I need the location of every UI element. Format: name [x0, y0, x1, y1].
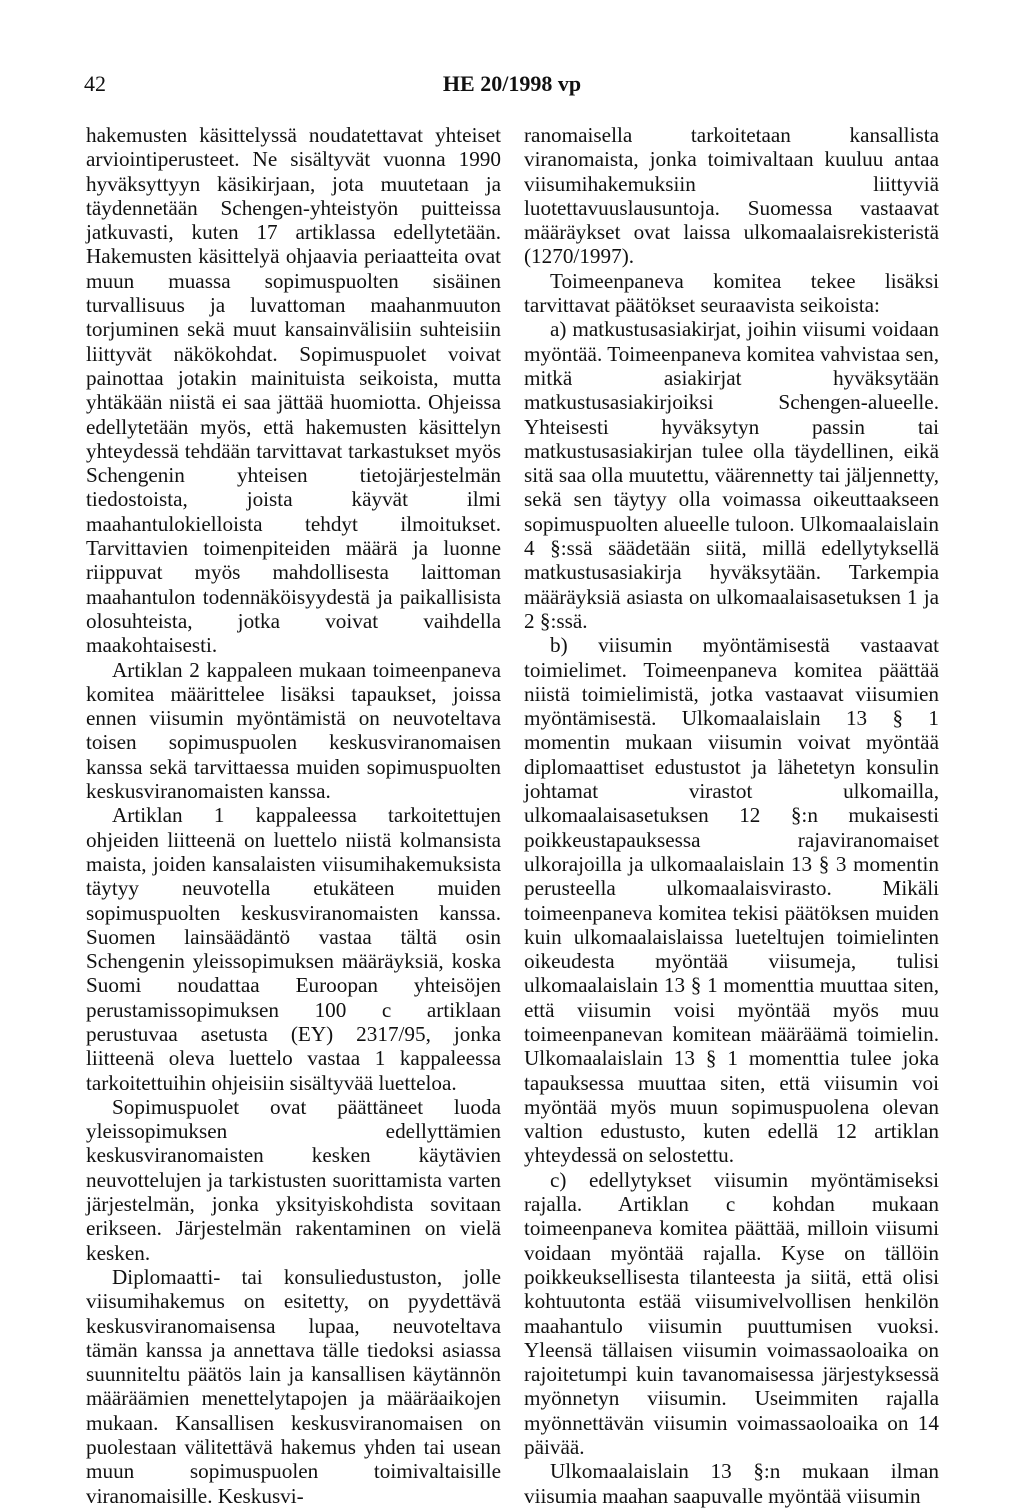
paragraph: Ulkomaalaislain 13 §:n mukaan ilman viisumia maahan saapuvalle myöntää viisumin: [524, 1459, 939, 1508]
paragraph: a) matkustusasiakirjat, joihin viisumi voidaan myöntää. Toimeenpaneva komitea vahvistaa sen, mitkä asiakirjat hyväksytään matkustusasiakirjoiksi Schengen-alueelle. Yhteisesti hyväksytyn passin tai matkustusasiakirjan tulee olla täydellinen, eikä sitä saa olla muutettu, väärennetty tai jäljennetty, sekä sen täytyy olla voimassa oikeuttaakseen sopimuspuolten alueelle tuloon. Ulkomaalaislain 4 §:ssä säädetään siitä, millä edellytyksellä matkustusasiakirja hyväksytään. Tarkempia määräyksiä asiasta on ulkomaalaisasetuksen 1 ja 2 §:ssä.: [524, 317, 939, 633]
paragraph: Toimeenpaneva komitea tekee lisäksi tarvittavat päätökset seuraavista seikoista:: [524, 268, 939, 318]
paragraph: Artiklan 1 kappaleessa tarkoitettujen ohjeiden liitteenä on luettelo niistä kolmansista maista, joiden kansalaisten viisumihakemuksista täytyy neuvotella etukäteen muiden sopimuspuolten keskusviranomaisten kanssa. Suomen lainsäädäntö vastaa tältä osin Schengenin yleissopimuksen määräyksiä, koska Suomi noudattaa Euroopan yhteisöjen perustamissopimuksen 100 c artiklaan perustuvaa asetusta (EY) 2317/95, jonka liitteenä oleva luettelo vastaa 1 kappaleessa tarkoitettuihin ohjeisiin sisältyvää luetteloa.: [86, 803, 501, 1095]
paragraph: Artiklan 2 kappaleen mukaan toimeenpaneva komitea määrittelee lisäksi tapaukset, joissa ennen viisumin myöntämistä on neuvoteltava toisen sopimuspuolen keskusviranomaisen kanssa sekä tarvittaessa muiden sopimuspuolten keskusviranomaisten kanssa.: [86, 657, 501, 804]
document-id: HE 20/1998 vp: [442, 71, 582, 96]
paragraph: hakemusten käsittelyssä noudatettavat yhteiset arviointiperusteet. Ne sisältyvät vuonna 1990 hyväksyttyyn käsikirjaan, jota muutetaan ja täydennetään Schengen-yhteistyön puitteissa jatkuvasti, kuten 17 artiklassa edellytetään. Hakemusten käsittelyä ohjaavia periaatteita ovat muun muassa sopimuspuolten sisäinen turvallisuus ja luvattoman maahanmuuton torjuminen sekä muut kansainvälisiin suhteisiin liittyvät näkökohdat. Sopimuspuolet voivat painottaa jotakin mainituista seikoista, mutta yhtäkään niistä ei saa jättää huomiotta. Ohjeissa edellytetään myös, että hakemusten käsittelyn yhteydessä tehdään tarvittavat tarkastukset myös Schengenin yhteisen tietojärjestelmän tiedostoista, joista käyvät ilmi maahantulokielloista tehdyt ilmoitukset. Tarvittavien toimenpiteiden määrä ja luonne riippuvat myös mahdollisesta laittoman maahantulon todennäköisyydestä ja paikallisista olosuhteista, jotka voivat vaihdella maakohtaisesti.: [86, 123, 501, 658]
paragraph: ranomaisella tarkoitetaan kansallista viranomaista, jonka toimivaltaan kuuluu antaa viisumihakemuksiin liittyviä luotettavuuslausuntoja. Suomessa vastaavat määräykset ovat laissa ulkomaalaisrekisteristä (1270/1997).: [524, 123, 939, 269]
right-column: [524, 123, 939, 1508]
paragraph: c) edellytykset viisumin myöntämiseksi rajalla. Artiklan c kohdan mukaan toimeenpaneva komitea päättää, milloin viisumi voidaan myöntää rajalla. Kyse on tällöin poikkeuksellisesta tilanteesta ja siitä, että olisi kohtuutonta estää viisumivelvollisen henkilön maahantulo viisumin puuttumisen vuoksi. Yleensä tällaisen viisumin voimassaoloaika on rajoitetumpi kuin tavanomaisessa järjestyksessä myönnetyn viisumin. Useimmiten rajalla myönnettävän viisumin voimassaoloaika on 14 päivää.: [524, 1167, 939, 1460]
paragraph: b) viisumin myöntämisestä vastaavat toimielimet. Toimeenpaneva komitea päättää niistä toimielimistä, jotka vastaavat viisumien myöntämisestä. Ulkomaalaislain 13 § 1 momentin mukaan viisumin voivat myöntää diplomaattiset edustustot ja lähetetyn konsulin johtamat virastot ulkomailla, ulkomaalaisasetuksen 12 §:n mukaisesti poikkeustapauksessa rajaviranomaiset ulkorajoilla ja ulkomaalaislain 13 § 3 momentin perusteella ulkomaalaisvirasto. Mikäli toimeenpaneva komitea tekisi päätöksen muiden kuin ulkomaalaislaissa lueteltujen toimielinten oikeudesta myöntää viisumeja, tulisi ulkomaalaislain 13 § 1 momenttia muuttaa siten, että viisumin voisi myöntää myös muu toimeenpanevan komitean määräämä toimielin. Ulkomaalaislain 13 § 1 momenttia tulee joka tapauksessa muuttaa siten, että viisumin voi myöntää myös muun sopimuspuolena olevan valtion edustusto, kuten edellä 12 artiklan yhteydessä on selostettu.: [524, 633, 939, 1168]
paragraph: Diplomaatti- tai konsuliedustuston, jolle viisumihakemus on esitetty, on pyydettävä keskusviranomaisensa lupaa, neuvoteltava tämän kanssa ja annettava tälle tiedoksi asiassa suunniteltu päätös lain ja kansallisen käytännön määräämien menettelytapojen ja määräaikojen mukaan. Kansallisen keskusviranomaisen on puolestaan välitettävä hakemus yhden tai usean muun sopimuspuolen toimivaltaisille viranomaisille. Keskusvi-: [86, 1264, 501, 1508]
paragraph: Sopimuspuolet ovat päättäneet luoda yleissopimuksen edellyttämien keskusviranomaisten kesken käytävien neuvottelujen ja tarkistusten suorittamista varten järjestelmän, jonka yksityiskohdista sovitaan erikseen. Järjestelmän rakentaminen on vielä kesken.: [86, 1094, 501, 1265]
page-header: [0, 64, 1024, 104]
page-number: 42: [84, 71, 106, 96]
left-column: [86, 123, 501, 1508]
